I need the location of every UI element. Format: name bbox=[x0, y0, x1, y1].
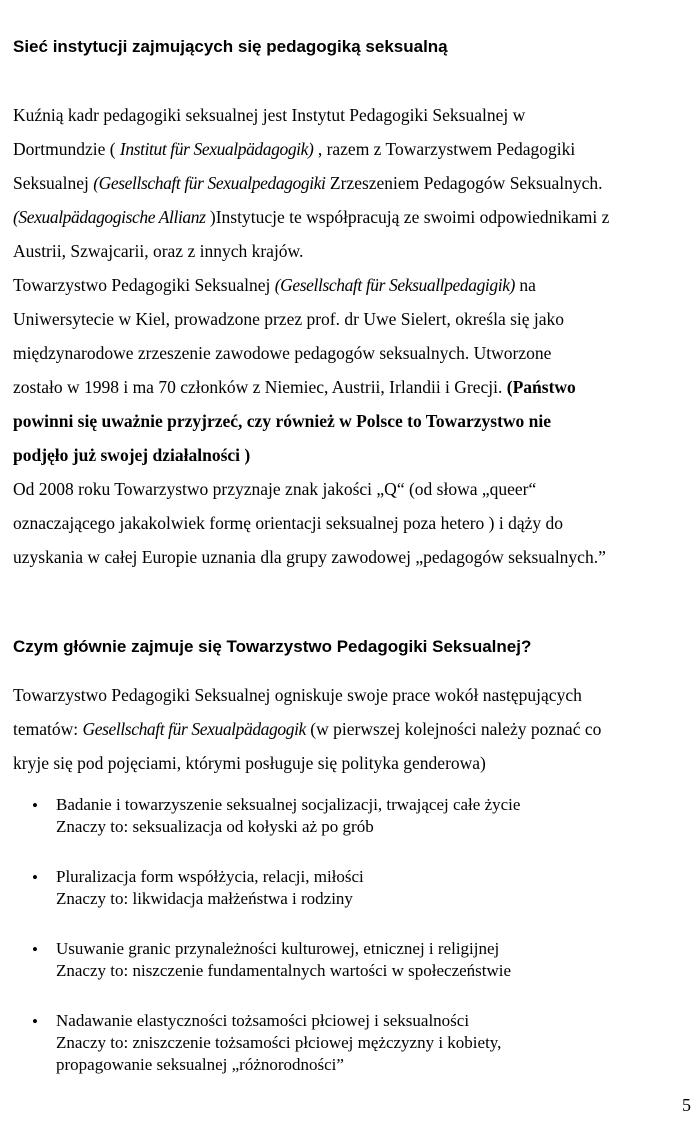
text-line: kryje się pod pojęciami, którymi posługuje się polityka genderowa) bbox=[13, 753, 486, 773]
text-line: międzynarodowe zrzeszenie zawodowe pedagogów seksualnych. Utworzone bbox=[13, 343, 552, 363]
list-item bbox=[0, 1010, 697, 1082]
list-item bbox=[0, 866, 697, 938]
text-line: tematów: Gesellschaft für Sexualpädagogik (w pierwszej kolejności należy poznać co bbox=[13, 719, 602, 739]
list-item bbox=[0, 794, 697, 866]
bullet-icon: • bbox=[32, 796, 38, 815]
list-item-line: propagowanie seksualnej „różnorodności” bbox=[56, 1055, 344, 1074]
bullet-list bbox=[0, 794, 697, 1082]
list-item-line: Znaczy to: zniszczenie tożsamości płciowej mężczyzny i kobiety, bbox=[56, 1033, 502, 1052]
text-line: uzyskania w całej Europie uznania dla grupy zawodowej „pedagogów seksualnych.” bbox=[13, 547, 606, 567]
text-line: zostało w 1998 i ma 70 członków z Niemiec, Austrii, Irlandii i Grecji. (Państwo bbox=[13, 377, 576, 397]
list-item-line: Znaczy to: likwidacja małżeństwa i rodziny bbox=[56, 889, 353, 908]
list-item-line: Pluralizacja form współżycia, relacji, miłości bbox=[56, 867, 364, 886]
bold-remark: podjęło już swojej działalności ) bbox=[13, 445, 251, 465]
text-line: Uniwersytecie w Kiel, prowadzone przez prof. dr Uwe Sielert, określa się jako bbox=[13, 309, 565, 329]
section-heading-activities: Czym głównie zajmuje się Towarzystwo Pedagogiki Seksualnej? bbox=[13, 637, 532, 656]
list-item-line: Znaczy to: niszczenie fundamentalnych wartości w społeczeństwie bbox=[56, 961, 512, 980]
list-item-line: Znaczy to: seksualizacja od kołyski aż po grób bbox=[56, 817, 374, 836]
italic-name: Gesellschaft für Sexualpädagogik bbox=[82, 719, 306, 739]
text-line: Seksualnej (Gesellschaft für Sexualpedagogiki Zrzeszeniem Pedagogów Seksualnych. bbox=[13, 173, 603, 193]
text-line: oznaczającego jakakolwiek formę orientacji seksualnej poza hetero ) i dąży do bbox=[13, 513, 564, 533]
list-item-line: Badanie i towarzyszenie seksualnej socjalizacji, trwającej całe życie bbox=[56, 795, 521, 814]
text-line: Dortmundzie ( Institut für Sexualpädagogik) , razem z Towarzystwem Pedagogiki bbox=[13, 139, 576, 159]
italic-name: Institut für Sexualpädagogik) bbox=[119, 139, 314, 159]
bullet-icon: • bbox=[32, 940, 38, 959]
bullet-icon: • bbox=[32, 868, 38, 887]
list-item-line: Usuwanie granic przynależności kulturowej, etnicznej i religijnej bbox=[56, 939, 500, 958]
text-line: Od 2008 roku Towarzystwo przyznaje znak jakości „Q“ (od słowa „queer“ bbox=[13, 479, 537, 499]
list-item-line: Nadawanie elastyczności tożsamości płciowej i seksualności bbox=[56, 1011, 470, 1030]
paragraph-activities bbox=[13, 678, 697, 780]
text-line: (Sexualpädagogische Allianz )Instytucje te współpracują ze swoimi odpowiednikami z bbox=[13, 207, 610, 227]
text-line bbox=[13, 438, 697, 472]
page-number: 5 bbox=[682, 1095, 691, 1115]
text-line: Austrii, Szwajcarii, oraz z innych krajów. bbox=[13, 241, 304, 261]
list-item bbox=[0, 938, 697, 1010]
text-line: Towarzystwo Pedagogiki Seksualnej (Gesellschaft für Seksuallpedagigik) na bbox=[13, 275, 536, 295]
bold-remark: powinni się uważnie przyjrzeć, czy również w Polsce to Towarzystwo nie bbox=[13, 411, 552, 431]
text-line: Kuźnią kadr pedagogiki seksualnej jest Instytut Pedagogiki Seksualnej w bbox=[13, 105, 526, 125]
paragraph-institutions bbox=[13, 98, 697, 574]
italic-name: (Gesellschaft für Seksuallpedagigik) bbox=[274, 275, 515, 295]
section-heading-institutions: Sieć instytucji zajmujących się pedagogiką seksualną bbox=[13, 37, 448, 56]
bold-remark: (Państwo bbox=[506, 377, 576, 397]
text-line: Towarzystwo Pedagogiki Seksualnej ogniskuje swoje prace wokół następujących bbox=[13, 685, 582, 705]
italic-name: (Gesellschaft für Sexualpedagogiki bbox=[93, 173, 326, 193]
text-line bbox=[13, 404, 697, 438]
bullet-icon: • bbox=[32, 1012, 38, 1031]
italic-name: (Sexualpädagogische Allianz bbox=[13, 207, 206, 227]
